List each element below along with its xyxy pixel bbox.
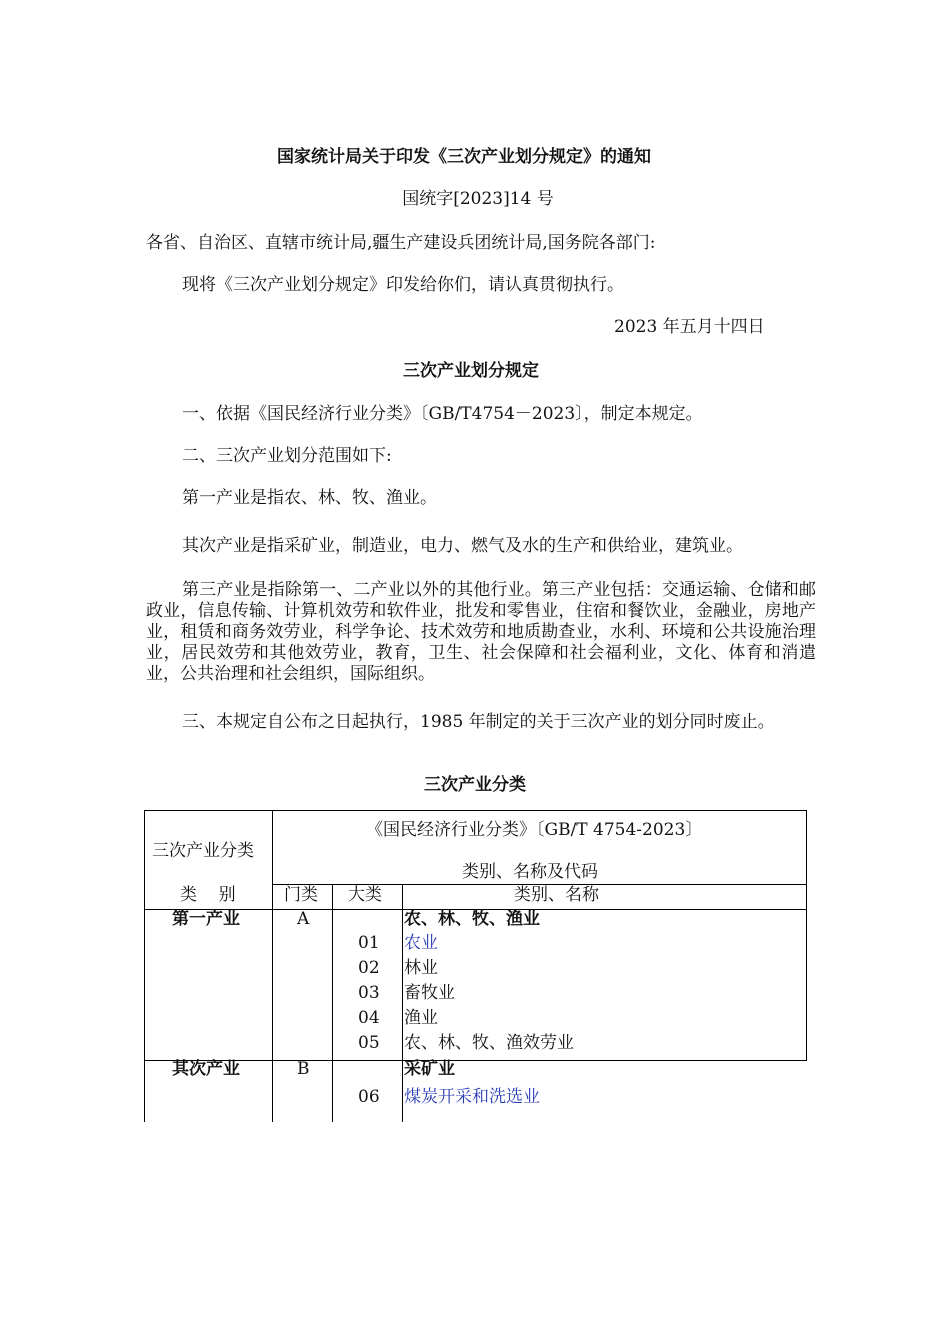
section-name-a: 农、林、牧、渔业 (404, 909, 540, 929)
header-category-name: 类别、名称 (514, 885, 599, 905)
section-code-a: A (297, 909, 310, 929)
header-industry-classification: 三次产业分类 (152, 841, 254, 861)
division-name-link[interactable]: 农业 (404, 933, 438, 953)
division-code: 01 (358, 933, 380, 953)
division-code: 06 (358, 1087, 380, 1107)
classification-table (144, 810, 806, 1122)
col-divider-2 (332, 884, 333, 1122)
division-code: 05 (358, 1033, 380, 1053)
header-category: 类 别 (180, 885, 236, 905)
header-section: 门类 (284, 885, 318, 905)
tertiary-industry-text: 第三产业是指除第一、二产业以外的其他行业。第三产业包括：交通运输、仓储和邮政业，信息传输、计算机效劳和软件业，批发和零售业，住宿和餐饮业，金融业，房地产业，租赁和商务效劳业，科学争论、技术效劳和地质勘查业，水利、环境和公共设施治理业，居民效劳和其他效劳业，教育，卫生、社会保障和社会福利业，文化、体育和消遣业，公共治理和社会组织，国际组织。 (146, 580, 816, 684)
division-code: 03 (358, 983, 380, 1003)
notice-date: 2023 年五月十四日 (614, 317, 765, 337)
notice-title: 国家统计局关于印发《三次产业划分规定》的通知 (277, 147, 651, 167)
table-border-top (144, 810, 806, 811)
division-code: 04 (358, 1008, 380, 1028)
table-border-right (806, 810, 807, 1061)
division-name-link[interactable]: 煤炭开采和洗选业 (404, 1087, 540, 1107)
primary-industry-text: 第一产业是指农、林、牧、渔业。 (182, 488, 437, 508)
division-name: 林业 (404, 958, 438, 978)
section-code-b: B (297, 1059, 310, 1079)
header-gb-standard: 《国民经济行业分类》〔GB/T 4754-2023〕 (366, 820, 703, 840)
group-divider-line (144, 1060, 806, 1061)
regulation-item-2: 二、三次产业划分范围如下: (182, 446, 392, 466)
division-code: 02 (358, 958, 380, 978)
col-divider-1 (272, 810, 273, 1122)
col-divider-3 (402, 884, 403, 1122)
division-name: 畜牧业 (404, 983, 455, 1003)
secondary-industry-text: 其次产业是指采矿业，制造业，电力、燃气及水的生产和供给业，建筑业。 (182, 536, 743, 556)
industry-primary: 第一产业 (172, 909, 240, 929)
industry-secondary: 其次产业 (172, 1059, 240, 1079)
division-name: 农、林、牧、渔效劳业 (404, 1033, 574, 1053)
recipients: 各省、自治区、直辖市统计局,疆生产建设兵团统计局,国务院各部门: (146, 233, 656, 253)
header-category-name-code: 类别、名称及代码 (462, 862, 598, 882)
table-border-left (144, 810, 145, 1122)
table-title: 三次产业分类 (424, 775, 526, 795)
division-name: 渔业 (404, 1008, 438, 1028)
regulation-title: 三次产业划分规定 (403, 361, 539, 381)
header-division: 大类 (348, 885, 382, 905)
section-name-b: 采矿业 (404, 1059, 455, 1079)
notice-body: 现将《三次产业划分规定》印发给你们，请认真贯彻执行。 (182, 275, 624, 295)
doc-number: 国统字[2023]14 号 (402, 189, 554, 209)
regulation-item-1: 一、依据《国民经济行业分类》〔GB/T4754－2023〕，制定本规定。 (182, 404, 703, 424)
regulation-item-3: 三、本规定自公布之日起执行，1985 年制定的关于三次产业的划分同时废止。 (182, 712, 775, 732)
